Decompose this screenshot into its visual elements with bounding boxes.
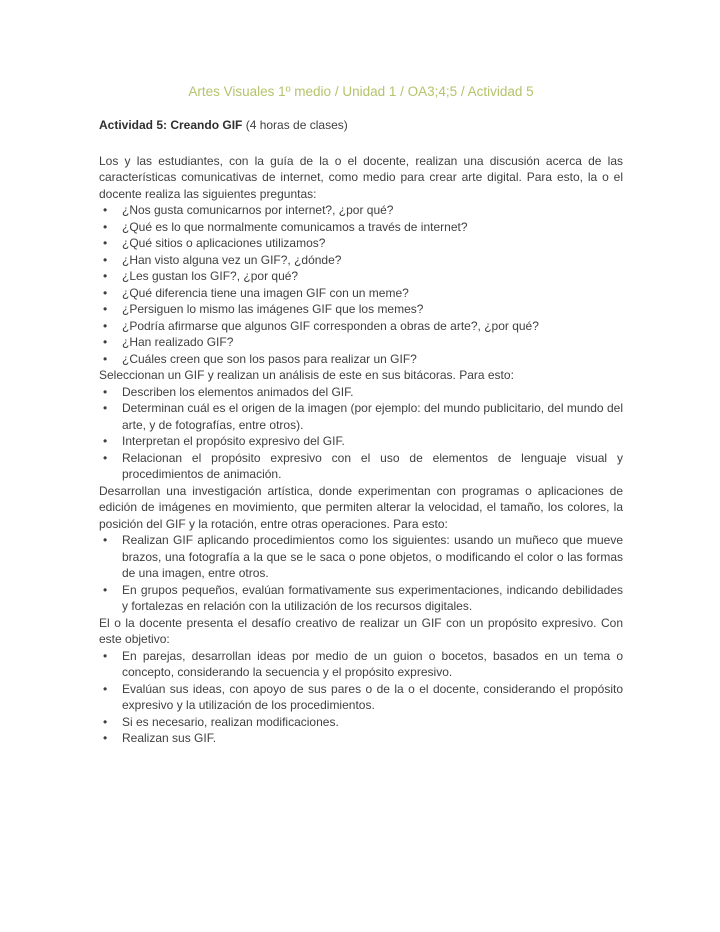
question-text: ¿Nos gusta comunicarnos por internet?, ¿por qué? — [122, 203, 394, 217]
research-paragraph: Desarrollan una investigación artística, donde experimentan con programas o aplicaciones de edición de imágenes en movimiento, que permiten alterar la velocidad, el tamaño, los colores, la posición del GIF y la rotación, entre otras operaciones. Para esto: — [99, 483, 623, 531]
activity-title: Actividad 5: Creando GIF — [99, 118, 243, 132]
intro-paragraph: Los y las estudiantes, con la guía de la o el docente, realizan una discusión acerca de las características comunicativas de internet, como medio para crear arte digital. Para esto, la o el docente realiza las siguientes preguntas: — [99, 153, 623, 201]
question-text: ¿Qué es lo que normalmente comunicamos a través de internet? — [122, 219, 468, 234]
list-item — [99, 268, 623, 285]
bullet-icon: • — [103, 434, 108, 448]
challenge-list — [99, 648, 623, 747]
list-item — [99, 235, 623, 252]
bullet-icon: • — [103, 450, 108, 465]
list-item — [99, 730, 623, 747]
list-item — [99, 433, 623, 450]
list-item — [99, 450, 623, 483]
question-text: ¿Les gustan los GIF?, ¿por qué? — [122, 269, 299, 283]
bullet-icon: • — [103, 236, 108, 250]
list-item — [99, 202, 623, 219]
bullet-icon: • — [103, 335, 108, 349]
question-text: ¿Han realizado GIF? — [122, 335, 234, 349]
question-text: ¿Qué diferencia tiene una imagen GIF con un meme? — [122, 285, 409, 300]
list-item — [99, 334, 623, 351]
bullet-icon: • — [103, 731, 108, 745]
bullet-icon: • — [103, 219, 108, 234]
questions-list — [99, 202, 623, 367]
list-item — [99, 681, 623, 714]
bullet-icon: • — [103, 302, 108, 316]
research-item-text: En grupos pequeños, evalúan formativamente sus experimentaciones, indicando debilidades y fortalezas en relación con la utilización de los recursos digitales. — [122, 582, 623, 613]
bullet-icon: • — [103, 351, 108, 366]
challenge-item-text: Evalúan sus ideas, con apoyo de sus pares o de la o el docente, considerando el propósito expresivo y la utilización de los procedimientos. — [122, 681, 623, 712]
list-item — [99, 714, 623, 731]
bullet-icon: • — [103, 203, 108, 217]
list-item — [99, 648, 623, 681]
question-text: ¿Cuáles creen que son los pasos para realizar un GIF? — [122, 351, 417, 366]
analysis-list — [99, 384, 623, 483]
analysis-paragraph: Seleccionan un GIF y realizan un análisis de este en sus bitácoras. Para esto: — [99, 368, 514, 382]
bullet-icon: • — [103, 318, 108, 333]
question-text: ¿Podría afirmarse que algunos GIF corresponden a obras de arte?, ¿por qué? — [122, 318, 539, 333]
list-item — [99, 351, 623, 368]
question-text: ¿Qué sitios o aplicaciones utilizamos? — [122, 236, 326, 250]
bullet-icon: • — [103, 285, 108, 300]
list-item — [99, 532, 623, 582]
activity-heading — [99, 117, 623, 134]
list-item — [99, 384, 623, 401]
analysis-item-text: Relacionan el propósito expresivo con el uso de elementos de lenguaje visual y procedimientos de animación. — [122, 450, 623, 481]
challenge-item-text: En parejas, desarrollan ideas por medio de un guion o bocetos, basados en un tema o concepto, considerando la secuencia y el propósito expresivo. — [122, 648, 623, 679]
question-text: ¿Han visto alguna vez un GIF?, ¿dónde? — [122, 252, 342, 267]
list-item — [99, 252, 623, 269]
bullet-icon: • — [103, 582, 108, 597]
analysis-item-text: Determinan cuál es el origen de la imagen (por ejemplo: del mundo publicitario, del mundo del arte, y de fotografías, entre otros). — [122, 401, 623, 432]
bullet-icon: • — [103, 533, 108, 547]
bullet-icon: • — [103, 384, 108, 399]
question-text: ¿Persiguen lo mismo las imágenes GIF que los memes? — [122, 302, 424, 316]
list-item — [99, 400, 623, 433]
analysis-item-text: Interpretan el propósito expresivo del GIF. — [122, 434, 345, 448]
challenge-paragraph: El o la docente presenta el desafío creativo de realizar un GIF con un propósito expresivo. Con este objetivo: — [99, 615, 623, 646]
bullet-icon: • — [103, 648, 108, 663]
list-item — [99, 285, 623, 302]
bullet-icon: • — [103, 401, 108, 415]
list-item — [99, 582, 623, 615]
bullet-icon: • — [103, 269, 108, 283]
list-item — [99, 219, 623, 236]
list-item — [99, 318, 623, 335]
analysis-item-text: Describen los elementos animados del GIF. — [122, 384, 354, 399]
list-item — [99, 301, 623, 318]
activity-duration: (4 horas de clases) — [242, 118, 348, 132]
bullet-icon: • — [103, 681, 108, 696]
research-item-text: Realizan GIF aplicando procedimientos como los siguientes: usando un muñeco que mueve brazos, una fotografía a la que se le saca o pone objetos, o modificando el color o las formas de una imagen, entre otros. — [122, 533, 623, 580]
challenge-item-text: Realizan sus GIF. — [122, 731, 217, 745]
research-list — [99, 532, 623, 615]
bullet-icon: • — [103, 252, 108, 267]
breadcrumb: Artes Visuales 1º medio / Unidad 1 / OA3;4;5 / Actividad 5 — [188, 84, 534, 99]
bullet-icon: • — [103, 714, 108, 729]
challenge-item-text: Si es necesario, realizan modificaciones. — [122, 714, 339, 729]
